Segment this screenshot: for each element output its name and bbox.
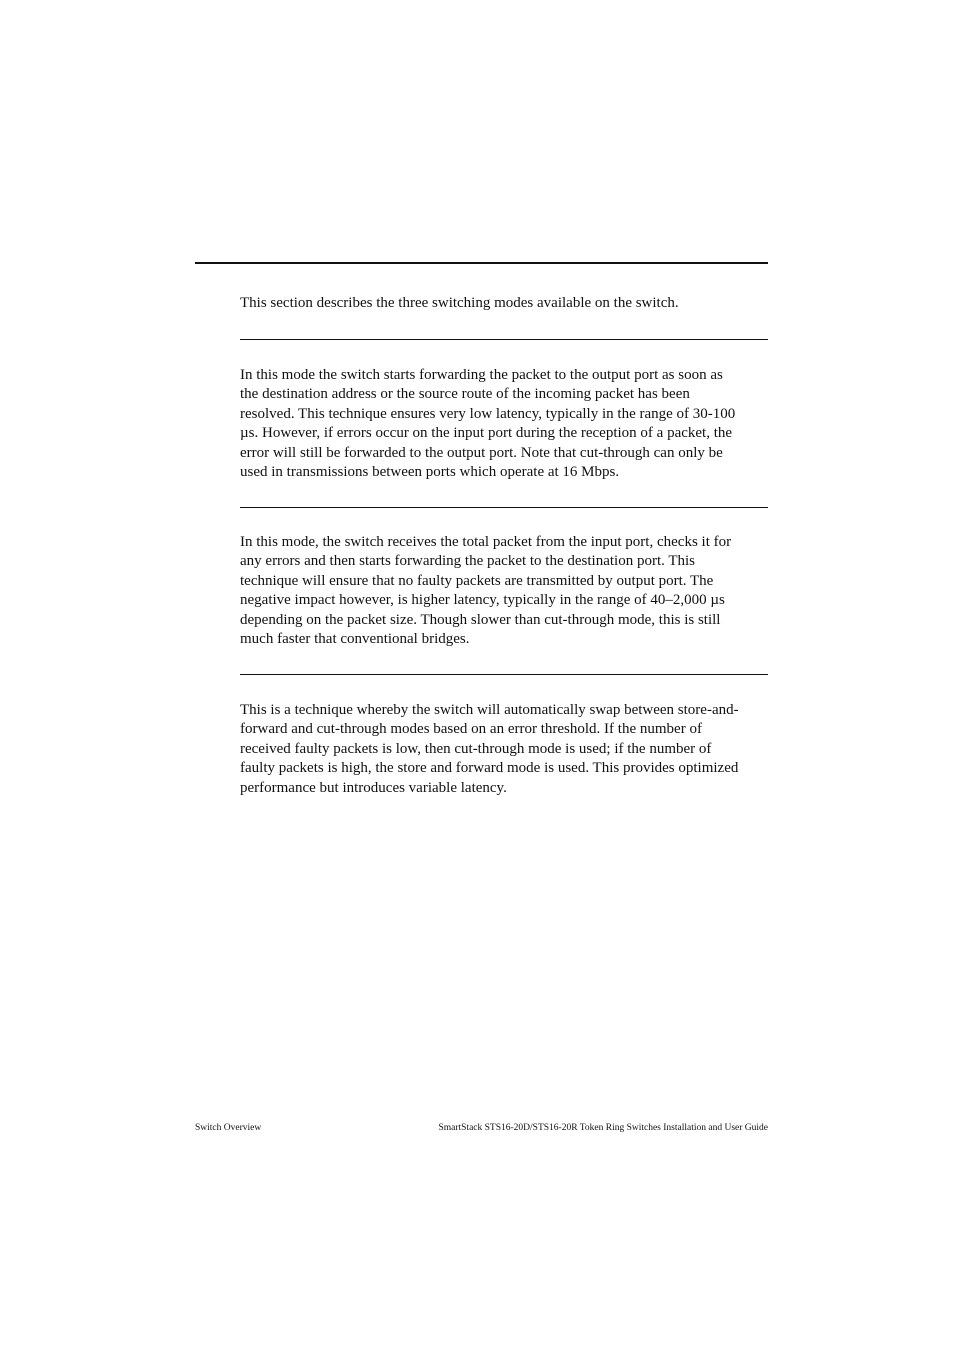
- footer-section-title: Switch Overview: [195, 1123, 262, 1133]
- text-line: forward and cut-through modes based on an error threshold. If the number of: [240, 721, 702, 738]
- intro-paragraph: [240, 294, 770, 313]
- cut-through-divider: [240, 339, 768, 340]
- text-line: negative impact however, is higher latency, typically in the range of 40–2,000 µs: [240, 592, 725, 609]
- text-line: the destination address or the source route of the incoming packet has been: [240, 386, 690, 403]
- adaptive-paragraph: [240, 701, 770, 798]
- text-line: much faster that conventional bridges.: [240, 631, 470, 648]
- adaptive-divider: [240, 674, 768, 675]
- text-line: faulty packets is high, the store and forward mode is used. This provides optimized: [240, 760, 739, 777]
- text-line: resolved. This technique ensures very low latency, typically in the range of 30-100: [240, 405, 736, 422]
- section-top-rule: [195, 262, 768, 264]
- store-and-forward-divider: [240, 507, 768, 508]
- text-line: µs. However, if errors occur on the input port during the reception of a packet, the: [240, 425, 733, 442]
- text-line: received faulty packets is low, then cut-through mode is used; if the number of: [240, 740, 712, 757]
- text-line: any errors and then starts forwarding the packet to the destination port. This: [240, 553, 696, 570]
- text-line: This is a technique whereby the switch will automatically swap between store-and-: [240, 702, 739, 718]
- text-line: depending on the packet size. Though slower than cut-through mode, this is still: [240, 611, 721, 628]
- text-line: In this mode the switch starts forwarding the packet to the output port as soon as: [240, 367, 723, 383]
- intro-line: This section describes the three switching modes available on the switch.: [240, 295, 679, 311]
- store-and-forward-paragraph: [240, 533, 770, 649]
- text-line: performance but introduces variable latency.: [240, 779, 507, 796]
- text-line: used in transmissions between ports which operate at 16 Mbps.: [240, 464, 620, 481]
- text-line: In this mode, the switch receives the total packet from the input port, checks it for: [240, 534, 732, 550]
- text-line: technique will ensure that no faulty packets are transmitted by output port. The: [240, 572, 714, 589]
- cut-through-paragraph: [240, 366, 770, 482]
- footer-document-title: SmartStack STS16-20D/STS16-20R Token Ring Switches Installation and User Guide: [438, 1123, 768, 1133]
- text-line: error will still be forwarded to the output port. Note that cut-through can only be: [240, 444, 723, 461]
